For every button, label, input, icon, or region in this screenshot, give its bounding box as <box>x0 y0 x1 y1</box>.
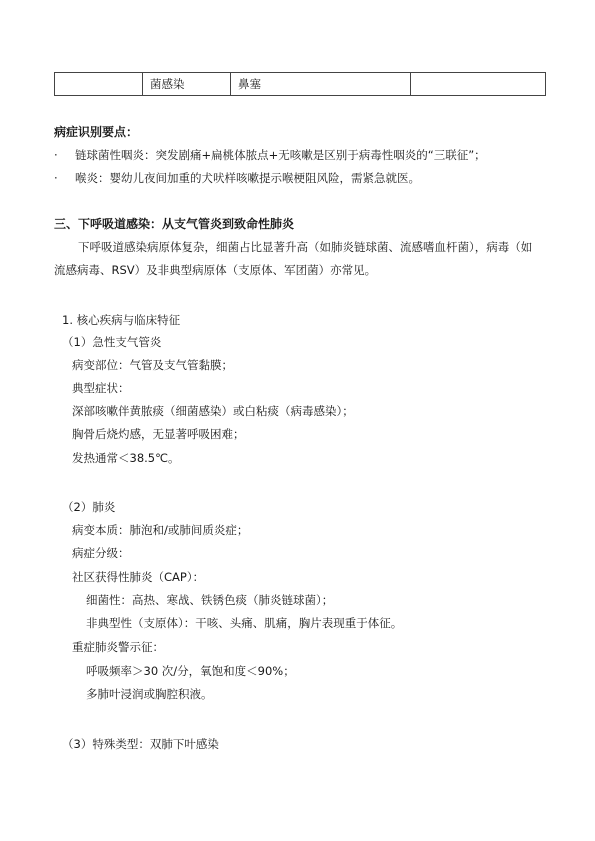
item-title: （1）急性支气管炎 <box>62 335 162 349</box>
body-text: 胸骨后烧灼感，无显著呼吸困难； <box>72 427 245 441</box>
table-cell: 菌感染 <box>143 73 231 96</box>
table-cell: 鼻塞 <box>231 73 411 96</box>
bullet-text: 喉炎：婴幼儿夜间加重的犬吠样咳嗽提示喉梗阻风险，需紧急就医。 <box>75 171 420 185</box>
bullet-text: 链球菌性咽炎：突发剧痛+扁桃体脓点+无咳嗽是区别于病毒性咽炎的“三联征”； <box>75 148 486 162</box>
recognition-heading: 病症识别要点： <box>54 125 139 139</box>
table-cell <box>411 73 546 96</box>
body-text: 病变本质：肺泡和/或肺间质炎症； <box>72 523 249 537</box>
body-text: 社区获得性肺炎（CAP）： <box>72 570 205 584</box>
table-row <box>55 73 546 96</box>
body-text: 病症分级： <box>72 546 130 560</box>
body-text: 重症肺炎警示征： <box>72 640 164 654</box>
body-text: 发热通常＜38.5℃。 <box>72 451 180 465</box>
symptom-table <box>54 72 546 96</box>
item-title: （3）特殊类型：双肺下叶感染 <box>62 737 219 751</box>
bullet-icon: · <box>54 148 58 162</box>
item-title: （2）肺炎 <box>62 500 116 514</box>
intro-paragraph-line: 下呼吸道感染病原体复杂，细菌占比显著升高（如肺炎链球菌、流感嗜血杆菌），病毒（如 <box>78 240 533 254</box>
body-text: 细菌性：高热、寒战、铁锈色痰（肺炎链球菌）； <box>86 593 334 607</box>
body-text: 非典型性（支原体）：干咳、头痛、肌痛，胸片表现重于体征。 <box>86 616 403 630</box>
body-text: 呼吸频率＞30 次/分，氧饱和度＜90%； <box>86 664 295 678</box>
table-cell <box>55 73 143 96</box>
subsection-title: 1. 核心疾病与临床特征 <box>62 313 181 327</box>
body-text: 病变部位：气管及支气管黏膜； <box>72 358 233 372</box>
bullet-icon: · <box>54 171 58 185</box>
intro-paragraph-line: 流感病毒、RSV）及非典型病原体（支原体、军团菌）亦常见。 <box>54 263 377 277</box>
section-heading: 三、下呼吸道感染：从支气管炎到致命性肺炎 <box>54 217 295 231</box>
body-text: 典型症状： <box>72 381 130 395</box>
body-text: 多肺叶浸润或胸腔积液。 <box>86 687 213 701</box>
body-text: 深部咳嗽伴黄脓痰（细菌感染）或白粘痰（病毒感染）； <box>72 404 354 418</box>
